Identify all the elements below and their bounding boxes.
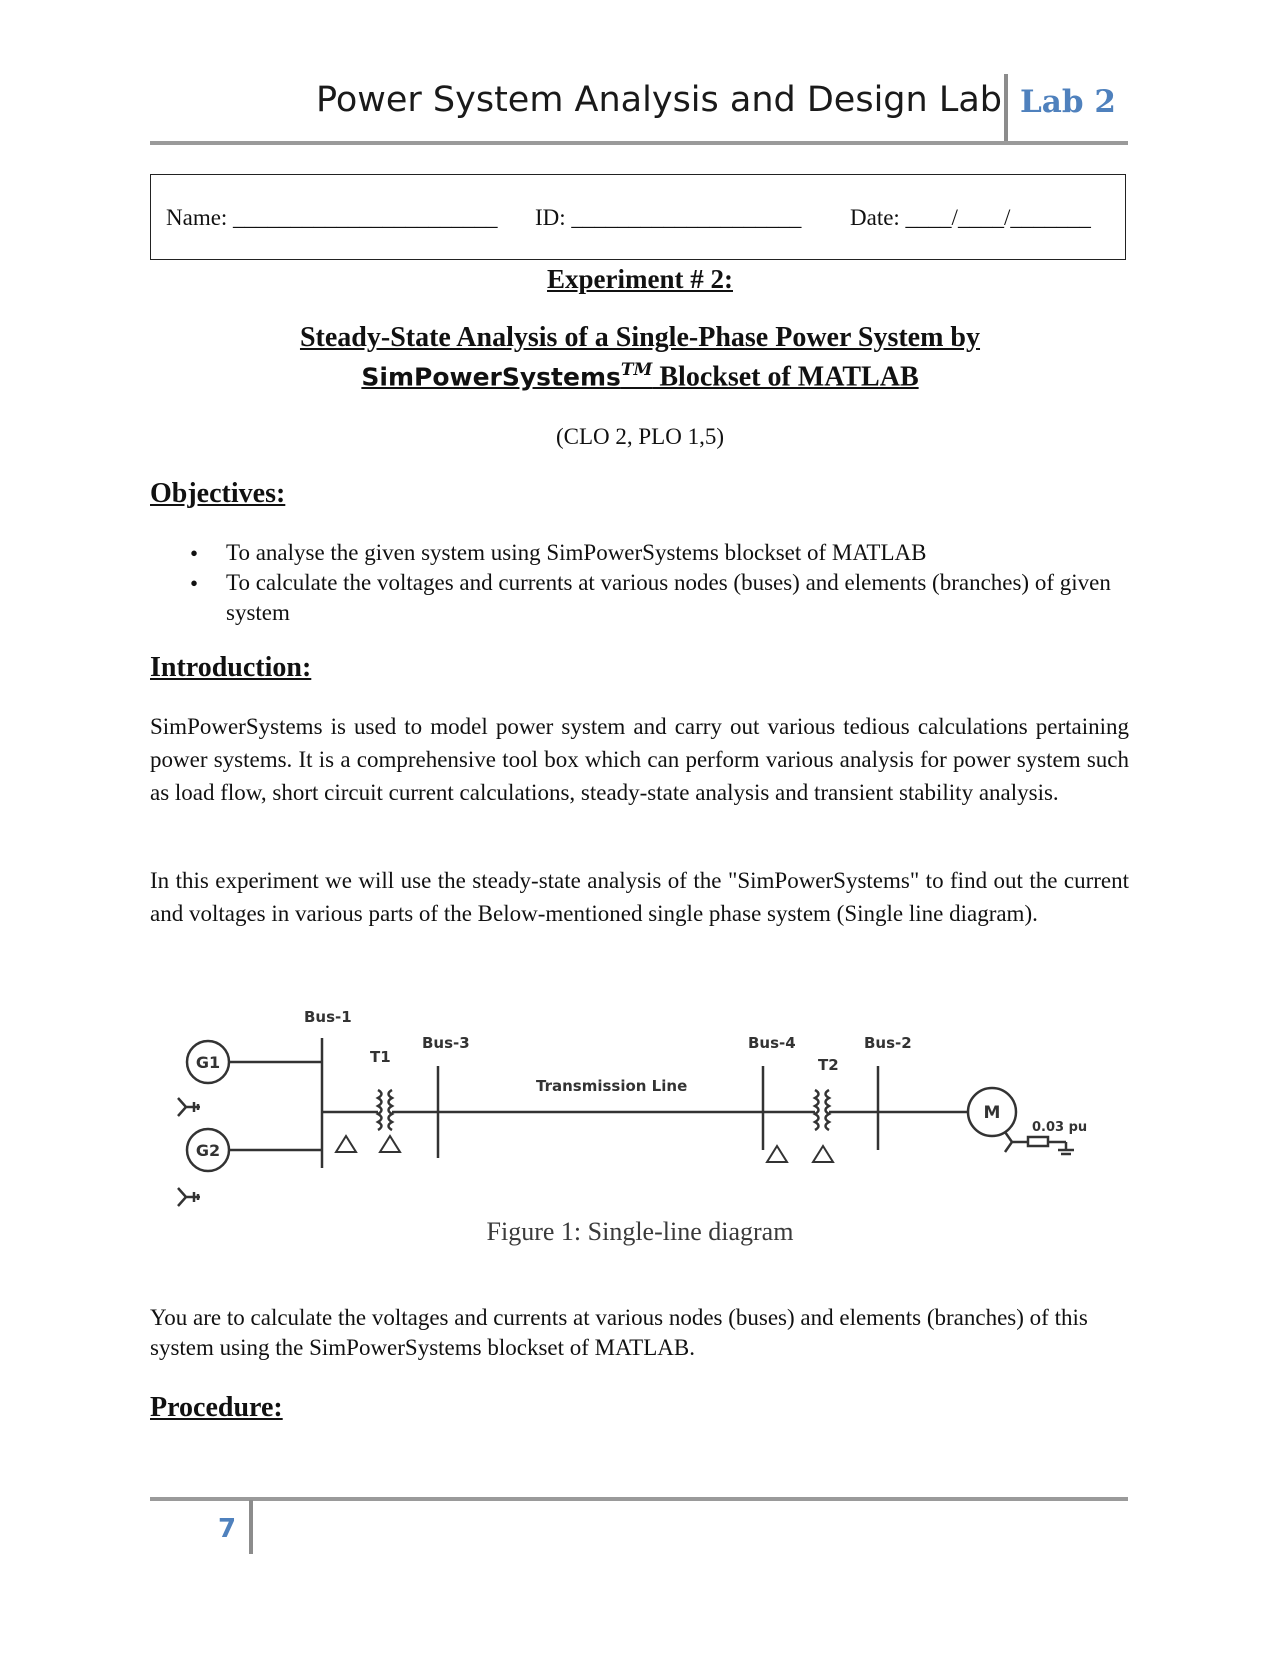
experiment-number: Experiment # 2: <box>547 264 733 294</box>
label-g1: G1 <box>195 1053 221 1072</box>
header-divider <box>1004 74 1008 142</box>
task-paragraph: You are to calculate the voltages and currents at various nodes (buses) and elements (branches) of this system using the SimPowerSystems blockset of MATLAB. <box>150 1305 1088 1360</box>
title-tail: Blockset of MATLAB <box>652 361 919 393</box>
name-field: Name: _______________________ <box>166 205 498 230</box>
label-load: 0.03 pu <box>1032 1120 1088 1135</box>
label-bus3: Bus-3 <box>422 1034 470 1052</box>
page-number: 7 <box>218 1514 237 1544</box>
experiment-title-line1: Steady-State Analysis of a Single-Phase Power System by <box>299 322 981 353</box>
delta-icon <box>767 1146 787 1162</box>
delta-icon <box>813 1146 833 1162</box>
label-t1: T1 <box>370 1048 391 1066</box>
id-field: ID: ____________________ <box>535 205 802 230</box>
transformer-t2-secondary <box>826 1090 830 1130</box>
objective-item: To calculate the voltages and currents at various nodes (buses) and elements (branches) of given system <box>226 570 1111 625</box>
header-rule <box>150 141 1128 145</box>
label-g2: G2 <box>195 1141 221 1160</box>
single-line-diagram <box>170 1000 1120 1216</box>
header-title: Power System Analysis and Design Lab <box>315 80 1002 120</box>
label-bus4: Bus-4 <box>748 1034 796 1052</box>
ground-wye-icon <box>178 1098 200 1116</box>
delta-icon <box>336 1136 356 1152</box>
title-trademark: TM <box>620 360 653 380</box>
procedure-heading: Procedure: <box>150 1392 283 1423</box>
intro-paragraph-2: In this experiment we will use the steady-state analysis of the "SimPowerSystems" to find out the current and voltages in various parts of the Below-mentioned single phase system (Single line diagram). <box>150 868 1129 926</box>
label-motor: M <box>983 1103 1001 1123</box>
footer-rule <box>150 1497 1128 1501</box>
objective-item: To analyse the given system using SimPowerSystems blockset of MATLAB <box>226 540 927 565</box>
label-transmission-line: Transmission Line <box>536 1077 688 1095</box>
transformer-t1-secondary <box>389 1090 393 1130</box>
delta-icon <box>380 1136 400 1152</box>
footer-divider <box>249 1500 253 1554</box>
figure-caption: Figure 1: Single-line diagram <box>486 1217 794 1246</box>
header-lab-number: Lab 2 <box>1020 84 1116 120</box>
bullet-icon: • <box>190 541 199 566</box>
transformer-t2-primary <box>815 1090 819 1130</box>
label-bus2: Bus-2 <box>864 1034 912 1052</box>
date-field: Date: ____/____/_______ <box>850 205 1091 230</box>
experiment-title-line2 <box>0 360 1280 393</box>
label-bus1: Bus-1 <box>304 1008 352 1026</box>
transformer-t1-primary <box>378 1090 382 1130</box>
objectives-heading: Objectives: <box>150 478 286 509</box>
title-simpowersystems: SimPowerSystems <box>361 362 621 392</box>
ground-wye-icon <box>178 1188 200 1206</box>
bullet-icon: • <box>190 571 199 596</box>
grounding-resistor <box>1028 1137 1048 1146</box>
introduction-heading: Introduction: <box>150 652 312 683</box>
label-t2: T2 <box>818 1056 839 1074</box>
motor-ground-wye-icon <box>1005 1132 1028 1152</box>
intro-paragraph-1: SimPowerSystems is used to model power system and carry out various tedious calculations pertaining power systems. It is a comprehensive tool box which can perform various analysis for power system such as load flow, short circuit current calculations, steady-state analysis and transient stability analysis. <box>150 714 1129 805</box>
clo-plo: (CLO 2, PLO 1,5) <box>555 424 725 449</box>
